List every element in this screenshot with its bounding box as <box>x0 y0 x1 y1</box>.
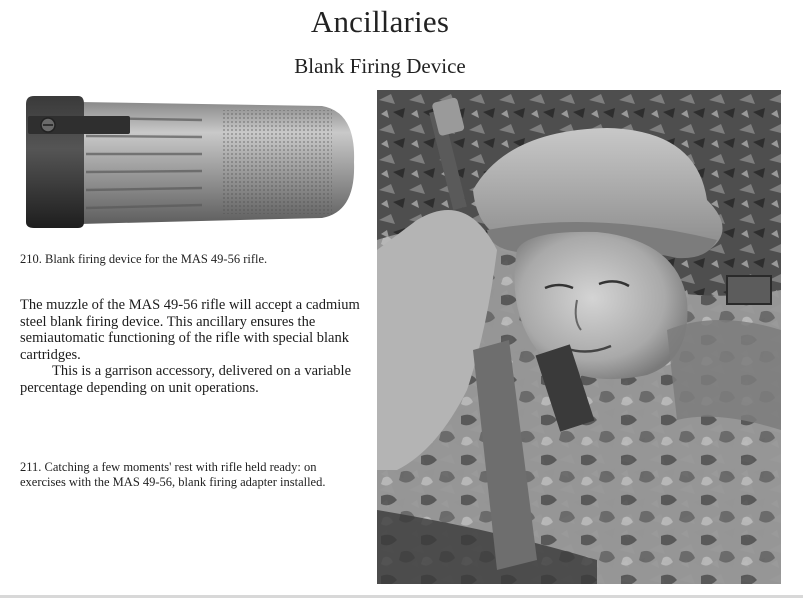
blank-firing-device-photo <box>22 92 358 232</box>
body-paragraph-1: The muzzle of the MAS 49-56 rifle will accept a cadmium steel blank firing device. This ancillary ensures the semiautomatic functioning of the rifle with special blank cartridges. <box>20 297 360 363</box>
body-text <box>20 297 362 396</box>
body-paragraph-2: This is a garrison accessory, delivered on a variable percentage depending on unit operations. <box>20 363 352 396</box>
figure-211-caption: 211. Catching a few moments' rest with rifle held ready: on exercises with the MAS 49-56, blank firing adapter installed. <box>20 460 326 489</box>
sleeping-soldier-photo <box>377 90 781 584</box>
figure-210-caption: 210. Blank firing device for the MAS 49-56 rifle. <box>20 252 268 266</box>
page-subtitle: Blank Firing Device <box>294 54 466 78</box>
page-title: Ancillaries <box>310 4 450 39</box>
